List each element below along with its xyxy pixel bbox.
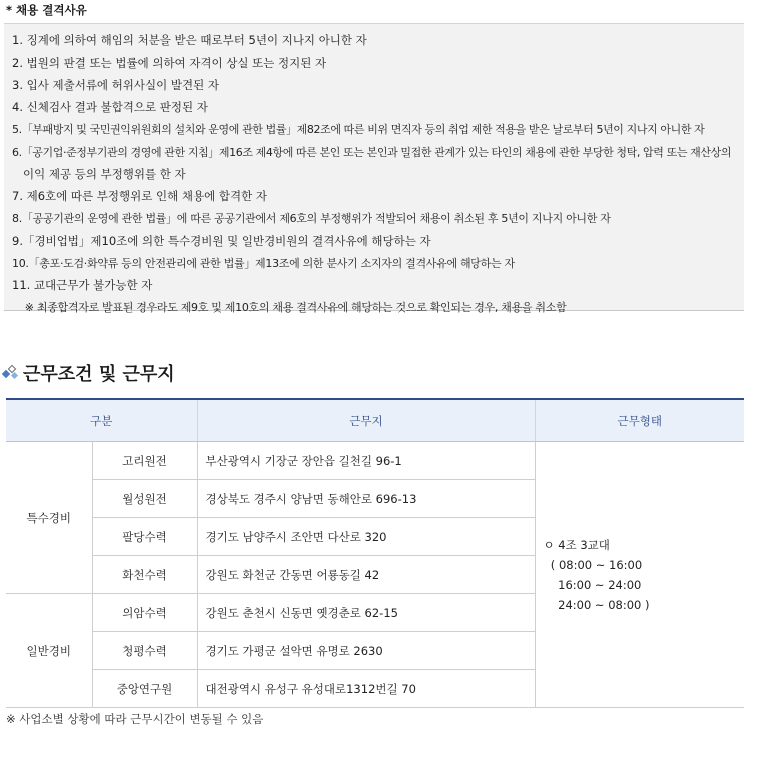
table-header-row — [6, 399, 744, 442]
header-type: 근무형태 — [535, 399, 744, 442]
list-item: 5.「부패방지 및 국민권익위원회의 설치와 운영에 관한 법률」제82조에 따른 비위 면직자 등의 취업 제한 적용을 받은 날로부터 5년이 지나지 아니한 자 — [12, 123, 705, 136]
list-item: 3. 입사 제출서류에 허위사실이 발견된 자 — [12, 78, 219, 92]
list-item: 이익 제공 등의 부정행위를 한 자 — [12, 167, 186, 181]
site-address: 대전광역시 유성구 유성대로1312번길 70 — [197, 670, 535, 708]
section-title — [2, 360, 175, 386]
header-location: 근무지 — [197, 399, 535, 442]
shift-line: 16:00 ~ 24:00 — [543, 577, 642, 592]
disqualification-title: * 채용 결격사유 — [6, 3, 87, 17]
work-conditions-table — [6, 398, 744, 708]
site-name: 화천수력 — [92, 556, 197, 594]
list-item: 10.「총포·도검·화약류 등의 안전관리에 관한 법률」제13조에 의한 분사기 소지자의 결격사유에 해당하는 자 — [12, 257, 515, 270]
list-item: 9.「경비업법」제10조에 의한 특수경비원 및 일반경비원의 결격사유에 해당하는 자 — [12, 234, 431, 248]
site-name: 월성원전 — [92, 480, 197, 518]
site-name: 중앙연구원 — [92, 670, 197, 708]
diamond-bullet-icon — [2, 365, 20, 381]
list-item: 4. 신체검사 결과 불합격으로 판정된 자 — [12, 100, 208, 114]
site-address: 부산광역시 기장군 장안읍 길천길 96-1 — [197, 442, 535, 480]
shift-info — [535, 442, 744, 708]
site-address: 강원도 화천군 간동면 어룡동길 42 — [197, 556, 535, 594]
section-title-text: 근무조건 및 근무지 — [23, 364, 175, 385]
list-item: 7. 제6호에 따른 부정행위로 인해 채용에 합격한 자 — [12, 189, 267, 203]
table-row — [6, 442, 744, 480]
site-name: 고리원전 — [92, 442, 197, 480]
site-address: 경기도 남양주시 조안면 다산로 320 — [197, 518, 535, 556]
site-name: 의암수력 — [92, 594, 197, 632]
header-category: 구분 — [6, 399, 197, 442]
list-item: 6.「공기업·준정부기관의 경영에 관한 지침」제16조 제4항에 따른 본인 또는 본인과 밀접한 관계가 있는 타인의 채용에 관한 부당한 청탁, 압력 또는 재산상의 — [12, 146, 732, 159]
list-item: 8.「공공기관의 운영에 관한 법률」에 따른 공공기관에서 제6호의 부정행위가 적발되어 채용이 취소된 후 5년이 지나지 아니한 자 — [12, 212, 611, 225]
shift-line: 24:00 ~ 08:00 ) — [543, 597, 650, 612]
site-address: 강원도 춘천시 신동면 옛경춘로 62-15 — [197, 594, 535, 632]
shift-line: ㅇ 4조 3교대 — [543, 537, 610, 552]
list-item: 11. 교대근무가 불가능한 자 — [12, 278, 153, 292]
site-address: 경기도 가평군 설악면 유명로 2630 — [197, 632, 535, 670]
site-address: 경상북도 경주시 양남면 동해안로 696-13 — [197, 480, 535, 518]
shift-line: ( 08:00 ~ 16:00 — [543, 557, 643, 572]
group-general-guard: 일반경비 — [6, 594, 92, 708]
list-item: 2. 법원의 판결 또는 법률에 의하여 자격이 상실 또는 정지된 자 — [12, 56, 327, 70]
disqualification-box — [4, 23, 744, 314]
site-name: 팔당수력 — [92, 518, 197, 556]
group-special-guard: 특수경비 — [6, 442, 92, 594]
site-name: 청평수력 — [92, 632, 197, 670]
list-item: 1. 징계에 의하여 해임의 처분을 받은 때로부터 5년이 지나지 아니한 자 — [12, 33, 367, 47]
list-note: ※ 최종합격자로 발표된 경우라도 제9호 및 제10호의 채용 결격사유에 해당하는 것으로 확인되는 경우, 채용을 취소함 — [12, 301, 567, 314]
footnote: ※ 사업소별 상황에 따라 근무시간이 변동될 수 있음 — [6, 712, 264, 726]
